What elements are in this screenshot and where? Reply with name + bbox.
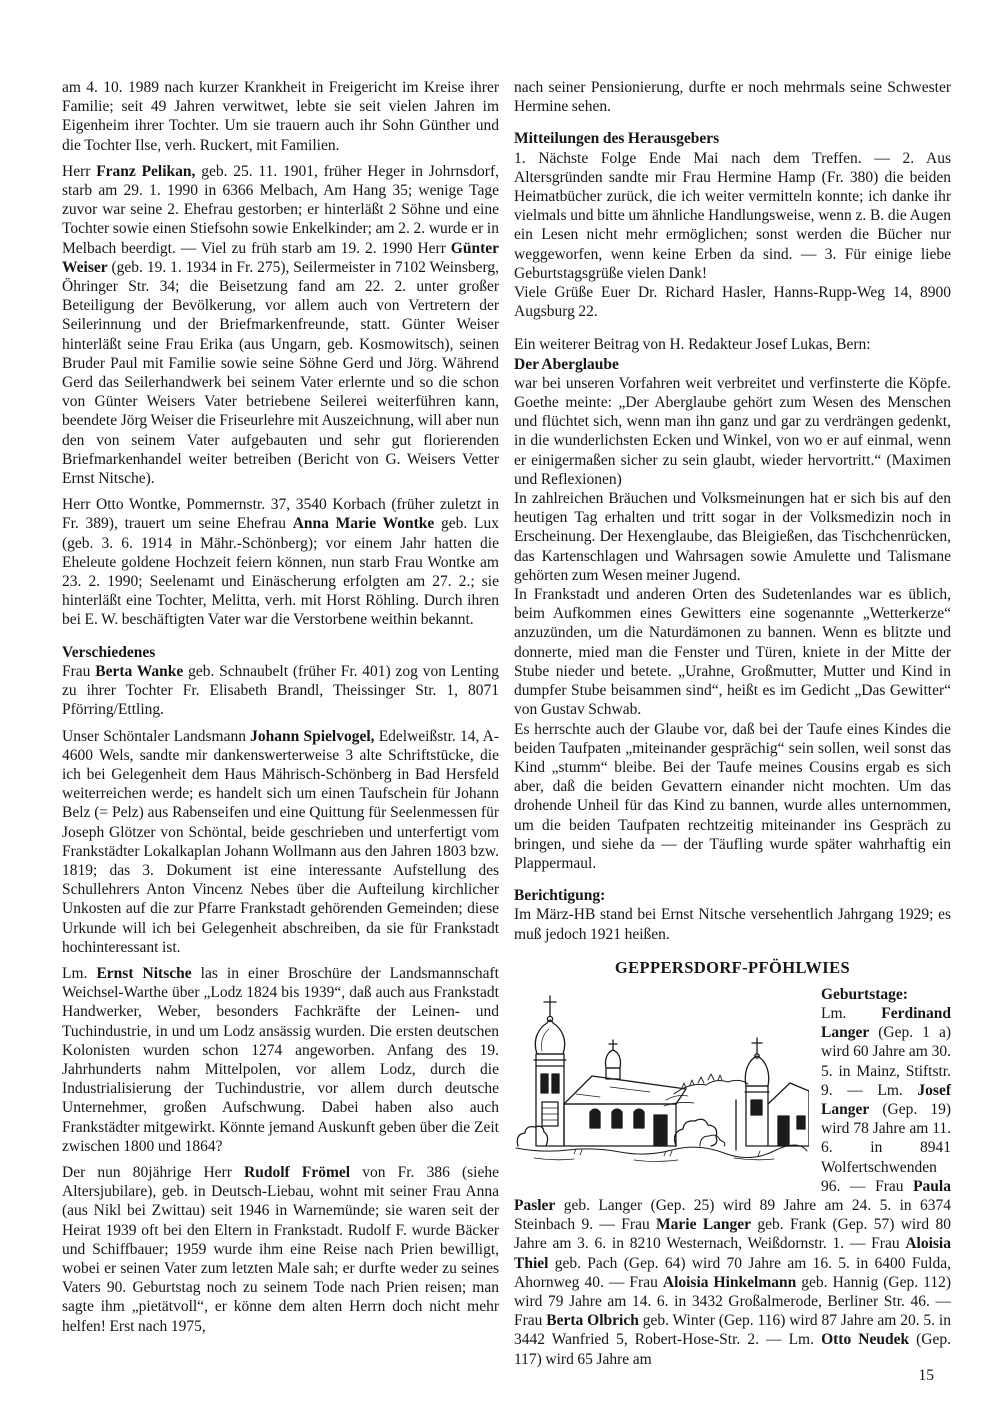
bold-text-run: Berta Olbrich bbox=[546, 1312, 639, 1330]
text-run: geb. Schnaubelt (früher Fr. 401) zog von Lenting zu ihrer Tochter Fr. Elisabeth Brandl, Theissinger Str. 1, 8071 Pförring/Ettling. bbox=[62, 662, 499, 719]
text-run: war bei unseren Vorfahren weit verbreitet und verfinsterte die Köpfe. Goethe meinte: „Der Aberglaube gehört zum Wesen des Menschen und flüchtet sich, wenn man ihn ganz und gar zu verdrängen gedenkt, in die wunderlichsten Ecken und Winkel, von wo er auf einmal, wenn er einigermaßen sicher zu sein glaubt, wieder hervortritt.“ (Maximen und Reflexionen) bbox=[514, 374, 951, 488]
section-heading bbox=[514, 886, 951, 905]
text-run: geb. Winter (Gep. 116) wird 87 Jahre am 20. 5. in 3442 Wanfried 5, Robert-Hose-Str. 2. — Lm. bbox=[514, 1312, 951, 1349]
left-church bbox=[534, 996, 686, 1146]
text-run: (Gep. 19) wird 78 Jahre am 11. 6. in 8941 Wolfertschwenden 96. — Frau bbox=[821, 1100, 951, 1195]
bold-text-run: Berichtigung: bbox=[514, 887, 606, 905]
text-run: Ein weiterer Beitrag von H. Redakteur Josef Lukas, Bern: bbox=[514, 336, 871, 354]
section-heading bbox=[514, 129, 951, 148]
two-column-layout bbox=[62, 78, 951, 1369]
text-run: In Frankstadt und anderen Orten des Sudetenlandes war es üblich, beim Aufkommen eines Gewitters eine sogenannte „Wetterkerze“ anzuzünden, um die Naturdämonen zu bannen. Wenn es blitzte und donnerte, mied man die Fenster und Türen, kniete in der Mitte der Stube nieder und betete. „Urahne, Großmutter, Mutter und Kind in dumpfer Stube beisammen sind“, heißt es im Gedicht „Das Gewitter“ von Gustav Schwab. bbox=[514, 586, 951, 719]
text-run: (Gep. 117) wird 65 Jahre am bbox=[514, 1331, 951, 1368]
paragraph bbox=[514, 149, 951, 283]
geppersdorf-section bbox=[514, 985, 951, 1369]
bold-text-run: Anna Marie Wontke bbox=[292, 515, 435, 533]
text-run: geb. 25. 11. 1901, früher Heger in Johrnsdorf, starb am 29. 1. 1990 in 6366 Melbach, Am Hang 35; wenige Tage zuvor war seine 2. Ehefrau gestorben; er hinterläßt 2 Söhne und eine Tochter sowie einen Stiefsohn sowie Enkelkinder; am 2. 2. wurde er in Melbach beerdigt. — Viel zu früh starb am 19. 2. 1990 Herr bbox=[62, 162, 499, 257]
text-run: Edelweißstr. 14, A-4600 Wels, sandte mir dankenswerterweise 3 alte Schriftstücke, die ich bei Gelegenheit dem Haus Mährisch-Schönberg in Bad Hersfeld weiterreichen werde; es handelt sich um einen Taufschein für Johann Belz (= Pelz) aus Rabenseifen und eine Quittung für Seelenmessen für Joseph Glötzer von Schöntal, beide geschrieben und unterfertigt vom Frankstädter Lokalkaplan Johann Wollmann aus den Jahren 1803 bzw. 1819; das 3. Dokument ist eine interessante Aufstellung des Schullehrers Anton Vincenz Nebes über die Aufteilung kirchlicher Unkosten auf die zur Pfarre Frankstadt gehörenden Gemeinden; diese Urkunde will ich bei Gelegenheit abschreiben, da sie für Frankstadt hochinteressant ist. bbox=[62, 727, 499, 956]
text-run: Lm. bbox=[821, 1004, 882, 1022]
paragraph bbox=[514, 78, 951, 116]
bold-text-run: Verschiedenes bbox=[62, 643, 156, 661]
right-column-top bbox=[514, 78, 951, 944]
text-run: geb. Hannig (Gep. 112) wird 79 Jahre am 14. 6. in 3432 Großalmerode, Berliner Str. 46. — Frau bbox=[514, 1273, 952, 1330]
text-run: In zahlreichen Bräuchen und Volksmeinungen hat er sich bis auf den heutigen Tag erhalten und tritt sogar in der Volksmedizin noch in Erscheinung. Der Hexenglaube, das Bleigießen, das Tischchenrücken, das Kartenschlagen und Wahrsagen sowie Amulette und Talismane gehörten zum Wesen meiner Jugend. bbox=[514, 490, 951, 584]
text-run: nach seiner Pensionierung, durfte er noch mehrmals seine Schwester Hermine sehen. bbox=[514, 79, 951, 116]
text-run: Lm. bbox=[62, 964, 97, 982]
text-run: Herr Otto Wontke, Pommernstr. 37, 3540 Korbach (früher zuletzt in Fr. 389), trauert um seine Ehefrau bbox=[62, 496, 499, 533]
text-run: las in einer Broschüre der Landsmannschaft Weichsel-Warthe über „Lodz 1824 bis 1939“, daß auch aus Frankstadt Handwerker, Weber, besonders Fachkräfte der Leinen- und Tuchindustrie, in und um Lodz ansässig wurden. Die ersten deutschen Kolonisten wurden schon 1274 angeworben. Anfang des 19. Jahrhunderts nahm Mittelpolen, vor allem Lodz, durch die Industrialisierung der Tuchindustrie, vor allem durch deutsche Unternehmer, großen Aufschwung. Dabei haben also auch Frankstädter mitgewirkt. Könnte jemand Auskunft geben über die Zeit zwischen 1800 und 1864? bbox=[62, 964, 499, 1155]
ground bbox=[516, 1145, 807, 1162]
village-churches-illustration bbox=[514, 988, 809, 1178]
paragraph bbox=[62, 78, 499, 155]
paragraph bbox=[514, 905, 951, 943]
text-run: geb. Lux (geb. 3. 6. 1914 in Mähr.-Schönberg); vor einem Jahr hatten die Eheleute goldene Hochzeit feiern können, nun starb Frau Wontke am 23. 2. 1990; Seelenamt und Einäscherung erfolgten am 27. 2.; sie hinterläßt eine Tochter, Melitta, verh. mit Horst Röhling. Durch ihren bei E. W. beschäftigten Vater war die Verstorbene weithin bekannt. bbox=[62, 515, 499, 629]
text-run: Herr bbox=[62, 162, 97, 180]
text-run: Im März-HB stand bei Ernst Nitsche versehentlich Jahrgang 1929; es muß jedoch 1921 heißen. bbox=[514, 906, 951, 943]
text-run: Viele Grüße Euer Dr. Richard Hasler, Hanns-Rupp-Weg 14, 8900 Augsburg 22. bbox=[514, 284, 951, 321]
left-column bbox=[62, 78, 499, 1369]
bold-text-run: Rudolf Frömel bbox=[244, 1163, 351, 1181]
paragraph bbox=[62, 964, 499, 1156]
bold-text-run: Aloisia Thiel bbox=[514, 1235, 951, 1272]
bold-text-run: Günter Weiser bbox=[62, 239, 499, 276]
text-run: (geb. 19. 1. 1934 in Fr. 275), Seilermeister in 7102 Weinsberg, Öhringer Str. 34; die Beisetzung fand am 22. 2. unter großer Beteiligung der Bevölkerung, vor allem auch von Vertretern der Seilerinnung und der Briefmarkenfreunde, statt. Günter Weiser hinterläßt seine Frau Erika (aus Ungarn, geb. Kosmowitsch), seinen Bruder Paul mit Familie sowie seine Söhne Gerd und Jörg. Während Gerd das Seilerhandwerk bei seinem Vater erlernte und so die schon von Günter Weisers Vater betriebene Seilerei weiterführen kann, beendete Jörg Weiser die Friseurlehre mit Auszeichnung, will aber nun den von seinem Vater aufgebauten und sehr gut florierenden Briefmarkenhandel weiter betreiben (Bericht von G. Weisers Vetter Ernst Nitsche). bbox=[62, 258, 499, 488]
text-run: am 4. 10. 1989 nach kurzer Krankheit in Freigericht im Kreise ihrer Familie; seit 49 Jahren verwitwet, lebte sie seit vielen Jahren im Eigenheim ihrer Tochter. Um sie trauern auch ihr Sohn Günther und die Tochter Ilse, verh. Ruckert, mit Familien. bbox=[62, 79, 499, 154]
bold-text-run: Der Aberglaube bbox=[514, 355, 619, 373]
bold-text-run: Mitteilungen des Herausgebers bbox=[514, 130, 720, 148]
paragraph bbox=[62, 662, 499, 720]
section-heading bbox=[62, 643, 499, 662]
paragraph bbox=[62, 162, 499, 488]
paragraph bbox=[514, 720, 951, 874]
bold-text-run: Geburtstage: bbox=[821, 985, 908, 1003]
paragraph bbox=[62, 727, 499, 957]
text-run: von Fr. 386 (siehe Altersjubilare), geb. in Deutsch-Liebau, wohnt mit seiner Frau Anna (aus Nikl bei Zwittau) seit 1946 in Warnemünde; sie waren seit der Heirat 1939 oft bei den Eltern in Frankstadt. Rudolf F. wurde Bäcker und Schiffbauer; 1959 wurde ihm eine Reise nach Prien bewilligt, wobei er seinen Vater zum letzten Male sah; er durfte weder zu seines Vaters 90. Geburtstag noch zu seinem Tode nach Prien reisen; man sagte ihm „pietätvoll“, er könne dem alten Herrn doch nicht mehr helfen! Erst nach 1975, bbox=[62, 1163, 499, 1335]
page-number: 15 bbox=[918, 1367, 934, 1384]
bold-text-run: Johann Spielvogel, bbox=[250, 727, 375, 745]
text-run: geb. Frank (Gep. 57) wird 80 Jahre am 3. 6. in 8210 Westernach, Weißdornstr. 1. — Frau bbox=[514, 1216, 951, 1253]
section-heading bbox=[514, 355, 951, 374]
paragraph bbox=[62, 1163, 499, 1336]
paragraph bbox=[514, 283, 951, 321]
paragraph bbox=[62, 495, 499, 629]
text-run: Es herrschte auch der Glaube vor, daß bei der Taufe eines Kindes die beiden Taufpaten „miteinander gesprächig“ sein sollen, weil sonst das Kind „stumm“ bleibe. Bei der Taufe meines Cousins ergab es sich aber, daß die beiden Gevattern einander nicht mochten. Um das drohende Unheil für das Kind zu bannen, wurde alles unternommen, um die beiden Taufpaten rechtzeitig miteinander ins Gespräch zu bringen, und siehe da — der Täufling wurde später wahrhaftig ein Plappermaul. bbox=[514, 720, 951, 872]
text-run: Frau bbox=[62, 662, 96, 680]
text-run: (Gep. 1 a) wird 60 Jahre am 30. 5. in Mainz, Stiftstr. 9. — Lm. bbox=[821, 1024, 951, 1099]
bold-text-run: Josef Langer bbox=[821, 1081, 951, 1118]
text-run: Unser Schöntaler Landsmann bbox=[62, 727, 251, 745]
section-title-geppersdorf: GEPPERSDORF-PFÖHLWIES bbox=[614, 957, 851, 977]
text-run: geb. Pach (Gep. 64) wird 70 Jahre am 16. 5. in 6400 Fulda, Ahornweg 40. — Frau bbox=[514, 1254, 951, 1291]
paragraph bbox=[514, 335, 951, 354]
bold-text-run: Franz Pelikan, bbox=[96, 162, 196, 180]
text-run: 1. Nächste Folge Ende Mai nach dem Treffen. — 2. Aus Altersgründen sandte mir Frau Hermine Hamp (Fr. 380) die beiden Heimatbücher zurück, die ich weiter vermitteln konnte; ich danke ihr vielmals und bitte um ähnliche Handlungsweise, wenn z. B. die Augen ein Lesen nicht mehr ermöglichen; sonst werden die Bücher nur weggeworfen, wenn keine Erben da sind. — 3. Für einige liebe Geburtstagsgrüße vielen Dank! bbox=[514, 149, 951, 282]
bold-text-run: Berta Wanke bbox=[95, 662, 184, 680]
paragraph bbox=[514, 585, 951, 719]
paragraph bbox=[514, 489, 951, 585]
text-run: geb. Langer (Gep. 25) wird 89 Jahre am 24. 5. in 6374 Steinbach 9. — Frau bbox=[514, 1196, 951, 1234]
bold-text-run: Aloisia Hinkelmann bbox=[662, 1273, 797, 1291]
bold-text-run: Otto Neudek bbox=[821, 1331, 910, 1349]
bold-text-run: Ernst Nitsche bbox=[96, 964, 192, 982]
bold-text-run: Paula Pasler bbox=[514, 1177, 951, 1214]
right-chapel bbox=[736, 1038, 809, 1150]
bold-text-run: Marie Langer bbox=[656, 1216, 752, 1234]
bold-text-run: Ferdinand Langer bbox=[821, 1004, 951, 1042]
text-run: Der nun 80jährige Herr bbox=[62, 1163, 245, 1181]
right-column bbox=[514, 78, 951, 1369]
paragraph bbox=[514, 374, 951, 489]
